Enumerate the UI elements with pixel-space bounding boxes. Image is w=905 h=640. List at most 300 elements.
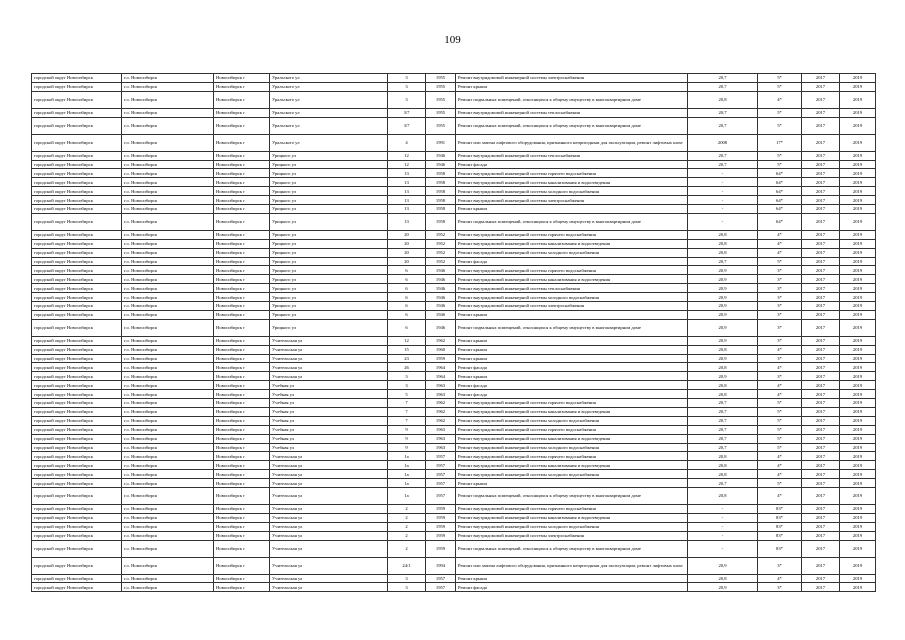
wear-value-cell: 20,9 [688,557,758,574]
district-cell: г.о. Новосибирск [122,522,214,531]
build-year-cell: 1957 [426,470,456,479]
build-year-cell: 1963 [426,425,456,434]
house-number-cell: 2 [388,513,426,522]
house-number-cell: 7 [388,416,426,425]
wear-value-cell: - [688,513,758,522]
end-year-cell: 2019 [840,557,876,574]
start-year-cell: 2017 [802,479,840,488]
table-row [32,205,876,214]
start-year-cell: 2017 [802,187,840,196]
start-year-cell: 2017 [802,108,840,117]
end-year-cell: 2019 [840,345,876,354]
start-year-cell: 2017 [802,531,840,540]
district-cell: г.о. Новосибирск [122,425,214,434]
district-cell: г.о. Новосибирск [122,336,214,345]
municipality-cell: городской округ Новосибирск [32,479,122,488]
house-number-cell: 3/7 [388,108,426,117]
end-year-cell: 2019 [840,461,876,470]
wear-value-cell: 20,7 [688,160,758,169]
street-cell: Учебная ул [270,407,388,416]
municipality-cell: городской округ Новосибирск [32,293,122,302]
house-number-cell: 24/1 [388,557,426,574]
street-cell: Учебная ул [270,390,388,399]
municipality-cell: городской округ Новосибирск [32,134,122,151]
rating-cell: 3* [758,583,802,592]
street-cell: Урицкого ул [270,266,388,275]
work-type-cell: Ремонт внутридомовой инженерной системы горячего водоснабжения [456,266,688,275]
table-row [32,302,876,311]
street-cell: Уральского ул [270,91,388,108]
wear-value-cell: - [688,540,758,557]
city-cell: Новосибирск г [214,319,270,336]
municipality-cell: городской округ Новосибирск [32,407,122,416]
municipality-cell: городской округ Новосибирск [32,169,122,178]
wear-value-cell: 20,9 [688,284,758,293]
start-year-cell: 2017 [802,275,840,284]
start-year-cell: 2017 [802,178,840,187]
house-number-cell: 13 [388,178,426,187]
district-cell: г.о. Новосибирск [122,513,214,522]
build-year-cell: 1952 [426,248,456,257]
house-number-cell: 20 [388,248,426,257]
build-year-cell: 1959 [426,531,456,540]
start-year-cell: 2017 [802,583,840,592]
wear-value-cell: 20,8 [688,452,758,461]
start-year-cell: 2017 [802,363,840,372]
house-number-cell: 13 [388,187,426,196]
rating-cell: 3* [758,293,802,302]
house-number-cell: 3 [388,381,426,390]
municipality-cell: городской округ Новосибирск [32,574,122,583]
municipality-cell: городской округ Новосибирск [32,522,122,531]
district-cell: г.о. Новосибирск [122,540,214,557]
city-cell: Новосибирск г [214,416,270,425]
rating-cell: 83* [758,522,802,531]
municipality-cell: городской округ Новосибирск [32,239,122,248]
city-cell: Новосибирск г [214,452,270,461]
wear-value-cell: 20,7 [688,425,758,434]
street-cell: Учительская ул [270,522,388,531]
table-row [32,319,876,336]
rating-cell: 4* [758,345,802,354]
table-row [32,230,876,239]
street-cell: Учебная ул [270,443,388,452]
work-type-cell: Ремонт или замена лифтового оборудования, признанного непригодным для эксплуатации, ремонт лифтовых шахт [456,134,688,151]
house-number-cell: 3 [388,574,426,583]
work-type-cell: Ремонт подвальных помещений, относящихся к общему имуществу в многоквартирном доме [456,540,688,557]
house-number-cell: 6 [388,319,426,336]
district-cell: г.о. Новосибирск [122,205,214,214]
rating-cell: 4* [758,248,802,257]
table-row [32,443,876,452]
start-year-cell: 2017 [802,134,840,151]
table-row [32,284,876,293]
end-year-cell: 2019 [840,266,876,275]
work-type-cell: Ремонт внутридомовой инженерной системы горячего водоснабжения [456,230,688,239]
municipality-cell: городской округ Новосибирск [32,443,122,452]
table-row [32,557,876,574]
rating-cell: 83* [758,504,802,513]
municipality-cell: городской округ Новосибирск [32,381,122,390]
wear-value-cell: - [688,187,758,196]
city-cell: Новосибирск г [214,574,270,583]
district-cell: г.о. Новосибирск [122,257,214,266]
end-year-cell: 2019 [840,117,876,134]
city-cell: Новосибирск г [214,399,270,408]
wear-value-cell: - [688,213,758,230]
end-year-cell: 2019 [840,522,876,531]
house-number-cell: 12 [388,160,426,169]
house-number-cell: 6 [388,302,426,311]
house-number-cell: 20 [388,230,426,239]
end-year-cell: 2019 [840,230,876,239]
municipality-cell: городской округ Новосибирск [32,91,122,108]
start-year-cell: 2017 [802,434,840,443]
district-cell: г.о. Новосибирск [122,407,214,416]
street-cell: Учительская ул [270,540,388,557]
build-year-cell: 1962 [426,336,456,345]
end-year-cell: 2019 [840,248,876,257]
start-year-cell: 2017 [802,91,840,108]
start-year-cell: 2017 [802,407,840,416]
build-year-cell: 1946 [426,275,456,284]
end-year-cell: 2019 [840,336,876,345]
district-cell: г.о. Новосибирск [122,557,214,574]
wear-value-cell: 20,8 [688,239,758,248]
house-number-cell: 3 [388,583,426,592]
municipality-cell: городской округ Новосибирск [32,363,122,372]
table-row [32,504,876,513]
house-number-cell: 6 [388,266,426,275]
street-cell: Урицкого ул [270,275,388,284]
rating-cell: 5* [758,160,802,169]
street-cell: Урицкого ул [270,205,388,214]
wear-value-cell: - [688,205,758,214]
work-type-cell: Ремонт внутридомовой инженерной системы холодного водоснабжения [456,293,688,302]
street-cell: Урицкого ул [270,239,388,248]
rating-cell: 4* [758,487,802,504]
end-year-cell: 2019 [840,416,876,425]
table-row [32,381,876,390]
table-row [32,540,876,557]
rating-cell: 83* [758,531,802,540]
start-year-cell: 2017 [802,213,840,230]
street-cell: Урицкого ул [270,284,388,293]
wear-value-cell: 20,8 [688,230,758,239]
work-type-cell: Ремонт крыши [456,372,688,381]
city-cell: Новосибирск г [214,91,270,108]
street-cell: Учебная ул [270,416,388,425]
work-type-cell: Ремонт подвальных помещений, относящихся к общему имуществу в многоквартирном доме [456,487,688,504]
table-row [32,248,876,257]
work-type-cell: Ремонт внутридомовой инженерной системы холодного водоснабжения [456,522,688,531]
house-number-cell: 7 [388,407,426,416]
house-number-cell: 13 [388,196,426,205]
city-cell: Новосибирск г [214,434,270,443]
build-year-cell: 1946 [426,293,456,302]
house-number-cell: 13 [388,169,426,178]
table-row [32,257,876,266]
house-number-cell: 3/7 [388,117,426,134]
city-cell: Новосибирск г [214,196,270,205]
end-year-cell: 2019 [840,354,876,363]
district-cell: г.о. Новосибирск [122,319,214,336]
build-year-cell: 1957 [426,583,456,592]
street-cell: Учительская ул [270,470,388,479]
city-cell: Новосибирск г [214,345,270,354]
city-cell: Новосибирск г [214,310,270,319]
rating-cell: 64* [758,169,802,178]
start-year-cell: 2017 [802,230,840,239]
start-year-cell: 2017 [802,416,840,425]
rating-cell: 3* [758,354,802,363]
table-row [32,117,876,134]
work-type-cell: Ремонт фасада [456,583,688,592]
rating-cell: 5* [758,434,802,443]
district-cell: г.о. Новосибирск [122,479,214,488]
city-cell: Новосибирск г [214,583,270,592]
build-year-cell: 1994 [426,557,456,574]
build-year-cell: 1960 [426,345,456,354]
end-year-cell: 2019 [840,434,876,443]
municipality-cell: городской округ Новосибирск [32,205,122,214]
end-year-cell: 2019 [840,74,876,83]
end-year-cell: 2019 [840,134,876,151]
end-year-cell: 2019 [840,425,876,434]
city-cell: Новосибирск г [214,160,270,169]
house-number-cell: 1а [388,470,426,479]
district-cell: г.о. Новосибирск [122,416,214,425]
end-year-cell: 2019 [840,205,876,214]
municipality-cell: городской округ Новосибирск [32,354,122,363]
municipality-cell: городской округ Новосибирск [32,117,122,134]
street-cell: Учительская ул [270,452,388,461]
work-type-cell: Ремонт крыши [456,82,688,91]
work-type-cell: Ремонт крыши [456,354,688,363]
end-year-cell: 2019 [840,452,876,461]
end-year-cell: 2019 [840,239,876,248]
wear-value-cell: 20,9 [688,293,758,302]
wear-value-cell: 20,8 [688,487,758,504]
street-cell: Урицкого ул [270,257,388,266]
wear-value-cell: 2008 [688,134,758,151]
house-number-cell: 13 [388,213,426,230]
city-cell: Новосибирск г [214,531,270,540]
city-cell: Новосибирск г [214,248,270,257]
build-year-cell: 1991 [426,134,456,151]
rating-cell: 64* [758,196,802,205]
rating-cell: 5* [758,416,802,425]
house-number-cell: 20 [388,257,426,266]
start-year-cell: 2017 [802,372,840,381]
start-year-cell: 2017 [802,239,840,248]
work-type-cell: Ремонт внутридомовой инженерной системы теплоснабжения [456,108,688,117]
start-year-cell: 2017 [802,319,840,336]
house-number-cell: 1а [388,461,426,470]
rating-cell: 3* [758,266,802,275]
start-year-cell: 2017 [802,513,840,522]
end-year-cell: 2019 [840,284,876,293]
build-year-cell: 1959 [426,504,456,513]
street-cell: Учебная ул [270,425,388,434]
rating-cell: 5* [758,82,802,91]
city-cell: Новосибирск г [214,513,270,522]
build-year-cell: 1963 [426,434,456,443]
municipality-cell: городской округ Новосибирск [32,540,122,557]
build-year-cell: 1964 [426,363,456,372]
build-year-cell: 1963 [426,381,456,390]
work-type-cell: Ремонт внутридомовой инженерной системы канализования и водоотведения [456,407,688,416]
house-number-cell: 3 [388,91,426,108]
municipality-cell: городской округ Новосибирск [32,160,122,169]
start-year-cell: 2017 [802,574,840,583]
rating-cell: 5* [758,407,802,416]
street-cell: Учительская ул [270,479,388,488]
rating-cell: 5* [758,108,802,117]
rating-cell: 5* [758,479,802,488]
municipality-cell: городской округ Новосибирск [32,187,122,196]
house-number-cell: 26 [388,363,426,372]
house-number-cell: 9 [388,434,426,443]
district-cell: г.о. Новосибирск [122,381,214,390]
street-cell: Урицкого ул [270,319,388,336]
street-cell: Уральского ул [270,134,388,151]
build-year-cell: 1952 [426,257,456,266]
build-year-cell: 1959 [426,540,456,557]
street-cell: Учительская ул [270,345,388,354]
start-year-cell: 2017 [802,284,840,293]
district-cell: г.о. Новосибирск [122,310,214,319]
end-year-cell: 2019 [840,479,876,488]
rating-cell: 4* [758,381,802,390]
end-year-cell: 2019 [840,275,876,284]
rating-cell: 5* [758,151,802,160]
house-number-cell: 6 [388,293,426,302]
work-type-cell: Ремонт внутридомовой инженерной системы теплоснабжения [456,284,688,293]
table-row [32,522,876,531]
table-row [32,293,876,302]
house-number-cell: 7 [388,399,426,408]
table-row [32,452,876,461]
district-cell: г.о. Новосибирск [122,363,214,372]
district-cell: г.о. Новосибирск [122,74,214,83]
district-cell: г.о. Новосибирск [122,452,214,461]
city-cell: Новосибирск г [214,169,270,178]
city-cell: Новосибирск г [214,178,270,187]
district-cell: г.о. Новосибирск [122,470,214,479]
rating-cell: 4* [758,363,802,372]
table-row [32,487,876,504]
city-cell: Новосибирск г [214,354,270,363]
street-cell: Уральского ул [270,117,388,134]
table-row [32,461,876,470]
house-number-cell: 13 [388,205,426,214]
work-type-cell: Ремонт внутридомовой инженерной системы холодного водоснабжения [456,187,688,196]
table-row [32,345,876,354]
district-cell: г.о. Новосибирск [122,196,214,205]
build-year-cell: 1946 [426,302,456,311]
house-number-cell: 3 [388,82,426,91]
municipality-cell: городской округ Новосибирск [32,82,122,91]
house-number-cell: 6 [388,284,426,293]
street-cell: Учительская ул [270,574,388,583]
district-cell: г.о. Новосибирск [122,82,214,91]
table-row [32,310,876,319]
work-type-cell: Ремонт крыши [456,336,688,345]
rating-cell: 3* [758,302,802,311]
city-cell: Новосибирск г [214,557,270,574]
table-row [32,213,876,230]
start-year-cell: 2017 [802,381,840,390]
build-year-cell: 1955 [426,108,456,117]
district-cell: г.о. Новосибирск [122,302,214,311]
build-year-cell: 1963 [426,443,456,452]
wear-value-cell: 20,9 [688,583,758,592]
build-year-cell: 1958 [426,178,456,187]
start-year-cell: 2017 [802,293,840,302]
house-number-cell: 1а [388,487,426,504]
wear-value-cell: 20,8 [688,574,758,583]
street-cell: Урицкого ул [270,151,388,160]
municipality-cell: городской округ Новосибирск [32,372,122,381]
rating-cell: 64* [758,205,802,214]
wear-value-cell: 20,7 [688,479,758,488]
district-cell: г.о. Новосибирск [122,187,214,196]
rating-cell: 3* [758,275,802,284]
end-year-cell: 2019 [840,293,876,302]
work-type-cell: Ремонт фасада [456,363,688,372]
district-cell: г.о. Новосибирск [122,266,214,275]
start-year-cell: 2017 [802,522,840,531]
build-year-cell: 1962 [426,416,456,425]
municipality-cell: городской округ Новосибирск [32,557,122,574]
start-year-cell: 2017 [802,196,840,205]
wear-value-cell: - [688,169,758,178]
repair-program-table-container [31,73,875,592]
house-number-cell: 1а [388,452,426,461]
house-number-cell: 15 [388,345,426,354]
wear-value-cell: 20,7 [688,399,758,408]
district-cell: г.о. Новосибирск [122,169,214,178]
district-cell: г.о. Новосибирск [122,583,214,592]
end-year-cell: 2019 [840,82,876,91]
table-row [32,275,876,284]
table-row [32,399,876,408]
street-cell: Уральского ул [270,108,388,117]
work-type-cell: Ремонт внутридомовой инженерной системы канализования и водоотведения [456,461,688,470]
start-year-cell: 2017 [802,310,840,319]
rating-cell: 5* [758,425,802,434]
table-row [32,470,876,479]
work-type-cell: Ремонт или замена лифтового оборудования, признанного непригодным для эксплуатации, ремонт лифтовых шахт [456,557,688,574]
city-cell: Новосибирск г [214,151,270,160]
municipality-cell: городской округ Новосибирск [32,108,122,117]
end-year-cell: 2019 [840,363,876,372]
city-cell: Новосибирск г [214,187,270,196]
street-cell: Урицкого ул [270,187,388,196]
table-row [32,416,876,425]
work-type-cell: Ремонт внутридомовой инженерной системы горячего водоснабжения [456,169,688,178]
rating-cell: 64* [758,187,802,196]
street-cell: Учебная ул [270,381,388,390]
build-year-cell: 1946 [426,319,456,336]
city-cell: Новосибирск г [214,522,270,531]
build-year-cell: 1959 [426,522,456,531]
build-year-cell: 1946 [426,160,456,169]
rating-cell: 83* [758,513,802,522]
city-cell: Новосибирск г [214,134,270,151]
wear-value-cell: - [688,522,758,531]
